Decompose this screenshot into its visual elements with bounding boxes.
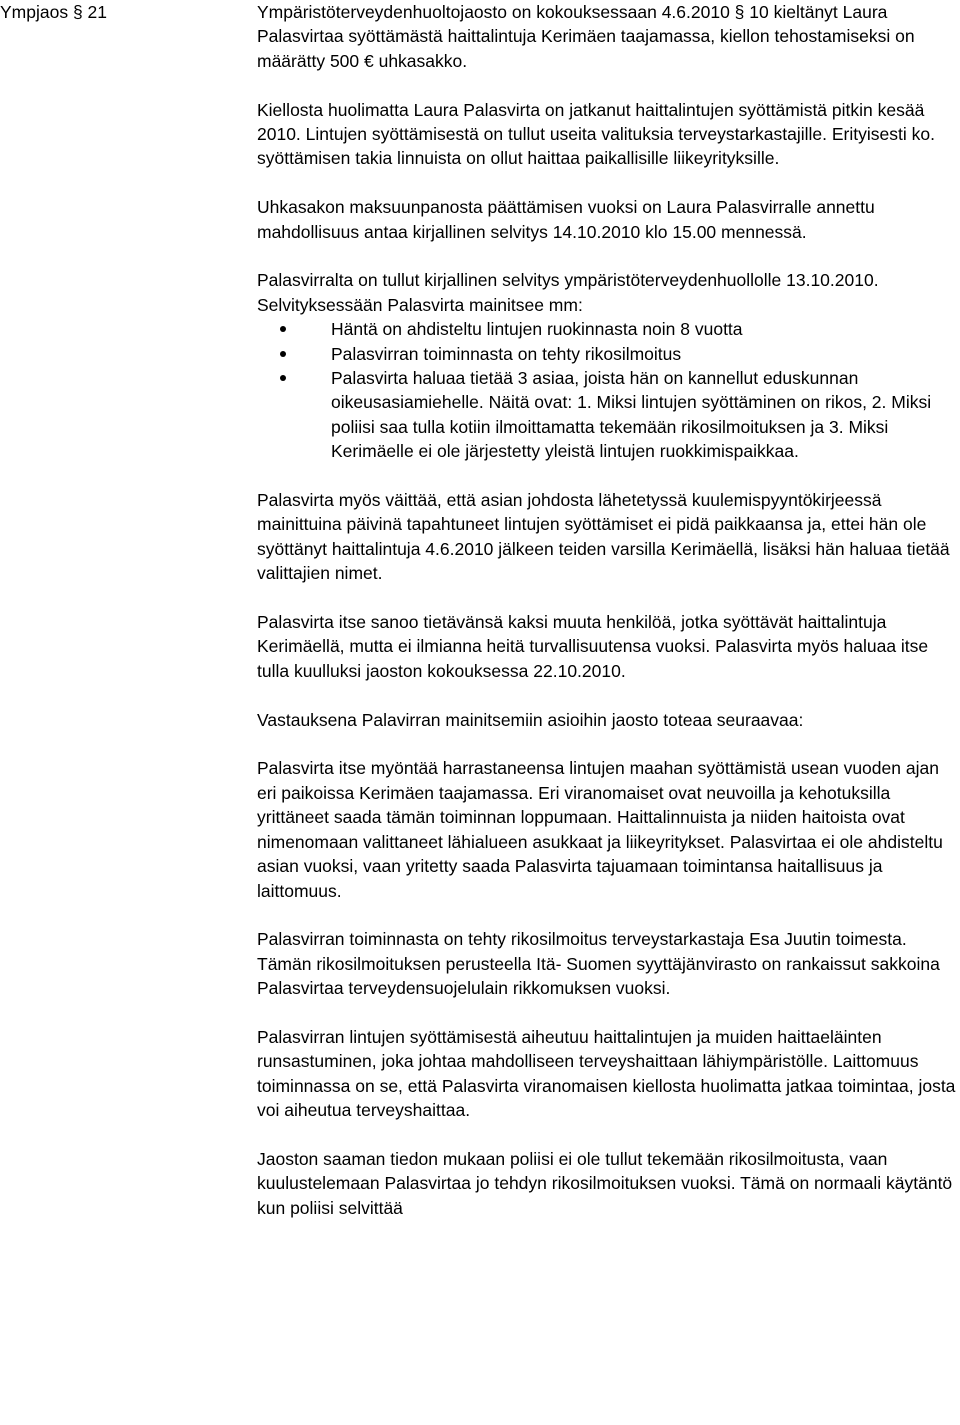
paragraph-response-intro: Vastauksena Palavirran mainitsemiin asioihin jaosto toteaa seuraavaa: [257, 709, 804, 730]
paragraph-other-persons: Palasvirta itse sanoo tietävänsä kaksi muuta henkilöä, jotka syöttävät haittalintuja Kerimäellä, mutta ei ilmianna heitä turvallisuutensa vuoksi. Palasvirta myös haluaa itse tulla kuulluksi jaoston kokouksessa 22.10.2010. [257, 612, 929, 681]
bullet-text: Palasvirran toiminnasta on tehty rikosilmoitus [331, 343, 682, 364]
statement-bullet-list [257, 317, 957, 463]
paragraph-statement-request: Uhkasakon maksuunpanosta päättämisen vuoksi on Laura Palasvirralle annettu mahdollisuus antaa kirjallinen selvitys 14.10.2010 klo 15.00 mennessä. [257, 197, 875, 242]
bullet-dot-icon [280, 326, 286, 332]
bullet-dot-icon [280, 375, 286, 381]
bullet-text: Häntä on ahdisteltu lintujen ruokinnasta noin 8 vuotta [331, 319, 743, 340]
paragraph-decision-summary: Ympäristöterveydenhuoltojaosto on kokouksessaan 4.6.2010 § 10 kieltänyt Laura Palasvirtaa syöttämästä haittalintuja Kerimäen taajamassa, kiellon tehostamiseksi on määrätty 500 € uhkasakko. [257, 2, 915, 71]
bullet-dot-icon [280, 351, 286, 357]
paragraph-statement-received: Palasvirralta on tullut kirjallinen selvitys ympäristöterveydenhuollolle 13.10.2010. Selvityksessään Palasvirta mainitsee mm: [257, 270, 879, 315]
paragraph-response-feeding: Palasvirta itse myöntää harrastaneensa lintujen maahan syöttämistä usean vuoden ajan eri paikoissa Kerimäen taajamassa. Eri viranomaiset ovat neuvoilla ja kehotuksilla yrittäneet saada tämän toiminnan loppumaan. Haittalinnuista ja niiden haitoista ovat nimenomaan valittaneet lähialueen asukkaat ja liikeyritykset. Palasvirtaa ei ole ahdisteltu asian vuoksi, vaan yritetty saada Palasvirta tajuamaan toimintansa haitallisuus ja laittomuus. [257, 758, 943, 901]
paragraph-continued-feeding: Kiellosta huolimatta Laura Palasvirta on jatkanut haittalintujen syöttämistä pitkin kesää 2010. Lintujen syöttämisestä on tullut useita valituksia terveystarkastajille. Erityisesti ko. syöttämisen takia linnuista on ollut haittaa paikallisille liikeyrityksille. [257, 99, 935, 169]
bullet-text: Palasvirta haluaa tietää 3 asiaa, joista hän on kannellut eduskunnan oikeusasiamiehelle. Näitä ovat: 1. Miksi lintujen syöttäminen on rikos, 2. Miksi poliisi saa tulla kotiin ilmoittamatta tekemään rikosilmoituksen ja 3. Miksi Kerimäelle ei ole järjestetty yleistä lintujen ruokkimispaikkaa. [331, 368, 932, 462]
section-label: Ympjaos § 21 [0, 2, 108, 22]
bullet-item [257, 366, 957, 464]
bullet-item [257, 342, 957, 366]
paragraph-response-health-hazard: Palasvirran lintujen syöttämisestä aiheutuu haittalintujen ja muiden haittaeläinten runsastuminen, joka johtaa mahdolliseen terveyshaittaan lähiympäristölle. Laittomuus toiminnassa on se, että Palasvirta viranomaisen kiellosta huolimatta jatkaa toimintaa, josta voi aiheutua terveyshaittaa. [257, 1026, 956, 1121]
paragraph-response-crime-report: Palasvirran toiminnasta on tehty rikosilmoitus terveystarkastaja Esa Juutin toimesta. Tämän rikosilmoituksen perusteella Itä- Suomen syyttäjänvirasto on rankaissut sakkoina Palasvirtaa terveydensuojelulain rikkomuksen vuoksi. [257, 929, 940, 999]
paragraph-response-police: Jaoston saaman tiedon mukaan poliisi ei ole tullut tekemään rikosilmoitusta, vaan kuulustelemaan Palasvirtaa jo tehdyn rikosilmoituksen vuoksi. Tämä on normaali käytäntö kun poliisi selvittää [257, 1148, 953, 1218]
document-body [257, 0, 957, 1245]
bullet-item [257, 317, 957, 341]
section-header [0, 0, 250, 24]
paragraph-claims-dates: Palasvirta myös väittää, että asian johdosta lähetetyssä kuulemispyyntökirjeessä mainittuina päivinä tapahtuneet lintujen syöttämiset ei pidä paikkaansa ja, ettei hän ole syöttänyt haittalintuja 4.6.2010 jälkeen teiden varsilla Kerimäellä, lisäksi hän haluaa tietää valittajien nimet. [257, 490, 950, 584]
